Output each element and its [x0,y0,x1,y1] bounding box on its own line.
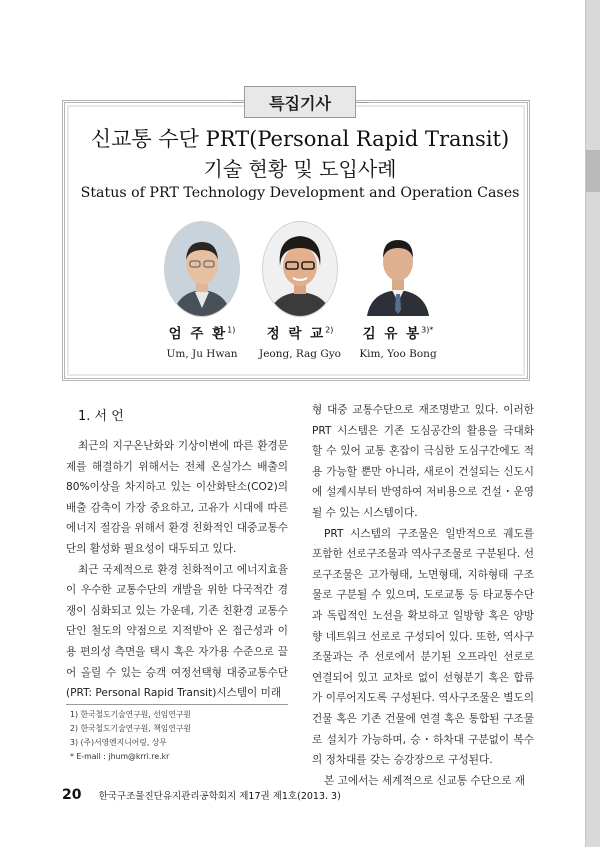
author-card [250,222,350,360]
author-name-english: Um, Ju Hwan [166,348,238,360]
journal-info: 한국구조물진단유지관리공학회지 제17권 제1호(2013. 3) [98,791,341,802]
article-subtitle: 기술 현황 및 도입사례 [203,157,397,181]
author-photo [263,222,337,316]
footnote-email: * E-mail : jhum@krri.re.kr [70,752,170,761]
author-name-korean: 엄 주 환$^{1)}$ [168,325,236,342]
footnotes [70,708,191,764]
author-card [152,222,252,360]
author-photo [361,222,435,316]
author-name-english: Jeong, Rag Gyo [258,348,341,360]
author-name-korean: 김 유 봉$^{3)*}$ [362,325,434,342]
author-name-english: Kim, Yoo Bong [359,348,437,360]
body-paragraph: 형 대중 교통수단으로 재조명받고 있다. 이러한 PRT 시스템은 기존 도심공간의 활용을 극대화 할 수 있어 교통 혼잡이 극심한 도심구간에도 적용 가능할 뿐만 아니라, 새로이 건설되는 신도시에 설계시부터 반영하여 저비용으로 건설・운영될 수 있는 시스템이다. [312,404,534,519]
footnote: 1) 한국철도기술연구원, 선임연구원 [70,710,191,719]
right-column [312,400,534,791]
body-paragraph: PRT 시스템의 구조물은 일반적으로 궤도를 포함한 선로구조물과 역사구조물로 구분된다. 선로구조물은 고가형태, 노면형태, 지하형태 구조물로 구분될 수 있으며, 도로교통 등 타교통수단과 독립적인 노선을 확보하고 일방향 혹은 양방향 네트워크 선로로 구성되어 있다. 또한, 역사구조물과는 주 선로에서 분기된 오프라인 선로로 연결되어 있고 교차로 없이 선형분기 혹은 합류가 이루어지도록 구성된다. 역사구조물은 별도의 건물 혹은 기존 건물에 연결 혹은 통합된 구조물로 설치가 가능하며, 승・하차대 구분없이 복수의 정차대를 갖는 승강장으로 구성된다. [312,527,534,767]
footnote: 3) (주)서영엔지니어링, 상무 [70,738,167,747]
page-number: 20 [62,787,82,803]
section-heading: 1. 서 언 [78,409,124,424]
author-photo [165,222,239,316]
body-paragraph: 최근 국제적으로 환경 친화적이고 에너지효율이 우수한 교통수단의 개발을 위한 다국적간 경쟁이 심화되고 있는 가운데, 기존 친환경 교통수단인 철도의 약점으로 지적받아 온 접근성과 이용 편의성 측면을 택시 혹은 자가용 수준으로 끌어 올릴 수 있는 승객 여정선택형 대중교통수단(PRT: Personal Rapid Transit)시스템이 미래 [66,563,288,700]
page-edge-tab [585,0,600,847]
body-paragraph: 최근의 지구온난화와 기상이변에 따른 환경문제를 해결하기 위해서는 전체 온실가스 배출의 80%이상을 차지하고 있는 이산화탄소(CO2)의 배출 감축이 가장 중요하고, 고유가 시대에 따른 에너지 절감을 위해서 환경 친화적인 대중교통수단의 활성화 필요성이 대두되고 있다. [66,440,288,555]
footnote: 2) 한국철도기술연구원, 책임연구원 [70,724,191,733]
author-card [348,222,448,360]
body-paragraph: 본 고에서는 세계적으로 신교통 수단으로 재 [324,774,526,787]
article-title: 신교통 수단 PRT(Personal Rapid Transit) [90,127,510,151]
page-footer [62,784,341,803]
left-column [66,436,288,704]
section-badge: 특집기사 [244,86,356,118]
author-name-korean: 정 락 교$^{2)}$ [266,325,334,342]
footnote-divider [66,704,288,705]
article-title-english: Status of PRT Technology Development and Operation Cases [80,185,520,201]
page-edge-marker [586,150,600,192]
